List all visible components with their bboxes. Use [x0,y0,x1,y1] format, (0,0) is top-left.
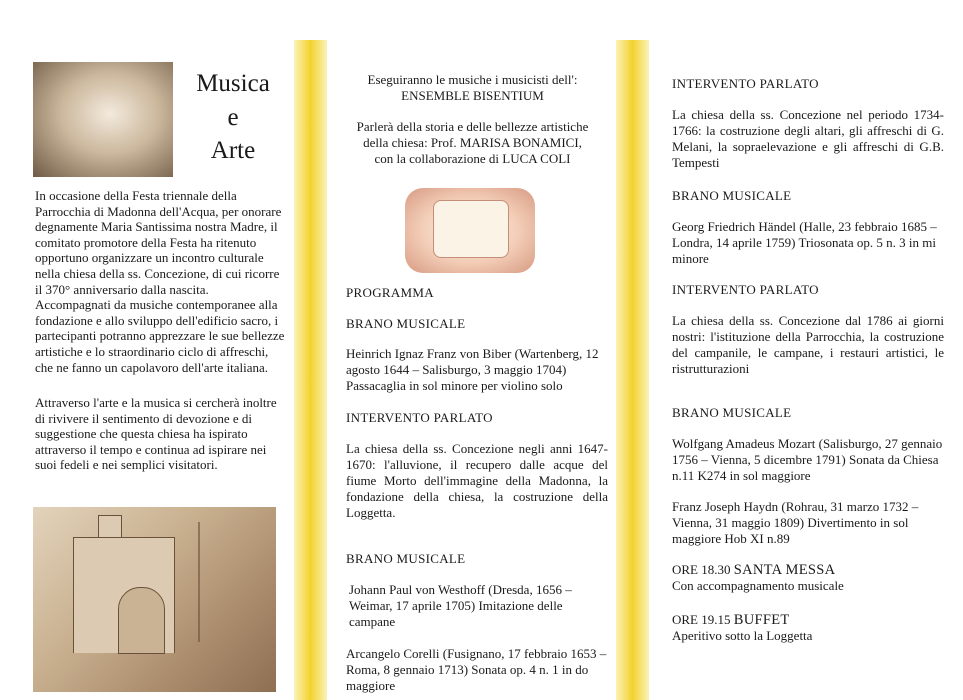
title-arte: Arte [210,137,256,164]
brano-text: Arcangelo Corelli (Fusignano, 17 febbraio 1653 – Roma, 8 gennaio 1713) Sonata op. 4 n. 1 in do maggiore [346,646,607,693]
brano-text: Johann Paul von Westhoff (Dresda, 1656 – Weimar, 17 aprile 1705) Imitazione delle campane [349,582,572,629]
speaker-line-2: della chiesa: Prof. MARISA BONAMICI, [363,135,582,150]
brano-header: BRANO MUSICALE [672,405,792,420]
brano-header: BRANO MUSICALE [672,188,792,203]
brano-header: BRANO MUSICALE [346,551,466,566]
event-title: SANTA MESSA [733,562,836,578]
gold-stripe-right [616,40,649,700]
programma-heading: PROGRAMMA [346,285,434,300]
intervento-text: La chiesa della ss. Concezione negli anni 1647-1670: l'alluvione, il recupero dalle acque del fiume Morto dell'immagine della Madonna, la fondazione della chiesa, la costruzione della Loggetta. [346,441,608,520]
event-time: ORE 18.30 [672,562,731,577]
event-description: Con accompagnamento musicale [672,578,844,593]
intervento-header: INTERVENTO PARLATO [672,282,819,297]
intro-paragraph: In occasione della Festa triennale della Parrocchia di Madonna dell'Acqua, per onorare degnamente Maria Santissima nostra Madre, il comitato promotore della Festa ha ritenuto opportuno organizzare un incontro culturale nella chiesa della ss. Concezione, di cui ricorre il 370° anniversario dalla nascita. Accompagnati da musiche contemporanee alla fondazione e allo sviluppo dell'edificio sacro, i partecipanti potranno apprezzare le sue bellezze artistiche e lo straordinario ciclo di affreschi, che ne fanno un capolavoro dell'arte italiana. [35,188,285,375]
church-sketch-image [33,507,276,692]
middle-panel [330,0,615,700]
brano-text: Franz Joseph Haydn (Rohrau, 31 marzo 1732 – Vienna, 31 maggio 1809) Divertimento in sol maggiore Hob XI n.89 [672,499,919,546]
left-panel [0,0,290,700]
intervento-text: La chiesa della ss. Concezione dal 1786 ai giorni nostri: l'istituzione della Parrocchia, la costruzione del campanile, le campane, i restauri artistici, le ristrutturazioni [672,313,944,376]
brano-text: Heinrich Ignaz Franz von Biber (Wartenberg, 12 agosto 1644 – Salisburgo, 3 maggio 1704) Passacaglia in sol minore per violino solo [346,346,599,393]
speaker-line-1: Parlerà della storia e delle bellezze artistiche [356,119,589,134]
buffet-event [672,612,944,644]
performers-line: Eseguiranno le musiche i musicisti dell': [367,72,578,87]
right-panel [652,0,963,700]
brano-text: Georg Friedrich Händel (Halle, 23 febbraio 1685 – Londra, 14 aprile 1759) Triosonata op. 5 n. 3 in mi minore [672,219,937,266]
brano-text: Wolfgang Amadeus Mozart (Salisburgo, 27 gennaio 1756 – Vienna, 5 dicembre 1791) Sonata da Chiesa n.11 K274 in sol maggiore [672,436,943,483]
speaker-line-3: con la collaborazione di LUCA COLI [374,151,571,166]
title-musica: Musica [196,70,270,97]
brano-header: BRANO MUSICALE [346,316,466,331]
intervento-header: INTERVENTO PARLATO [346,410,493,425]
ensemble-name: ENSEMBLE BISENTIUM [401,88,544,103]
intervento-text: La chiesa della ss. Concezione nel periodo 1734-1766: la costruzione degli altari, gli affreschi di G. Melani, la sopraelevazione e gli affreschi di G.B. Tempesti [672,107,944,170]
intervento-header: INTERVENTO PARLATO [672,76,819,91]
event-description: Aperitivo sotto la Loggetta [672,628,813,643]
angel-sculpture-image [33,62,173,177]
intro-paragraph-2: Attraverso l'arte e la musica si cercherà inoltre di rivivere il sentimento di devozione e di suggestione che questa chiesa ha ispirato attraverso il tempo e continua ad ispirare nei suoi fedeli e nei semplici visitatori. [35,395,277,473]
event-title: BUFFET [733,612,790,628]
gold-stripe-left [294,40,327,700]
santa-messa-event [672,562,944,594]
title-e: e [227,104,239,131]
commemorative-plaque-image [405,188,535,273]
event-time: ORE 19.15 [672,612,731,627]
